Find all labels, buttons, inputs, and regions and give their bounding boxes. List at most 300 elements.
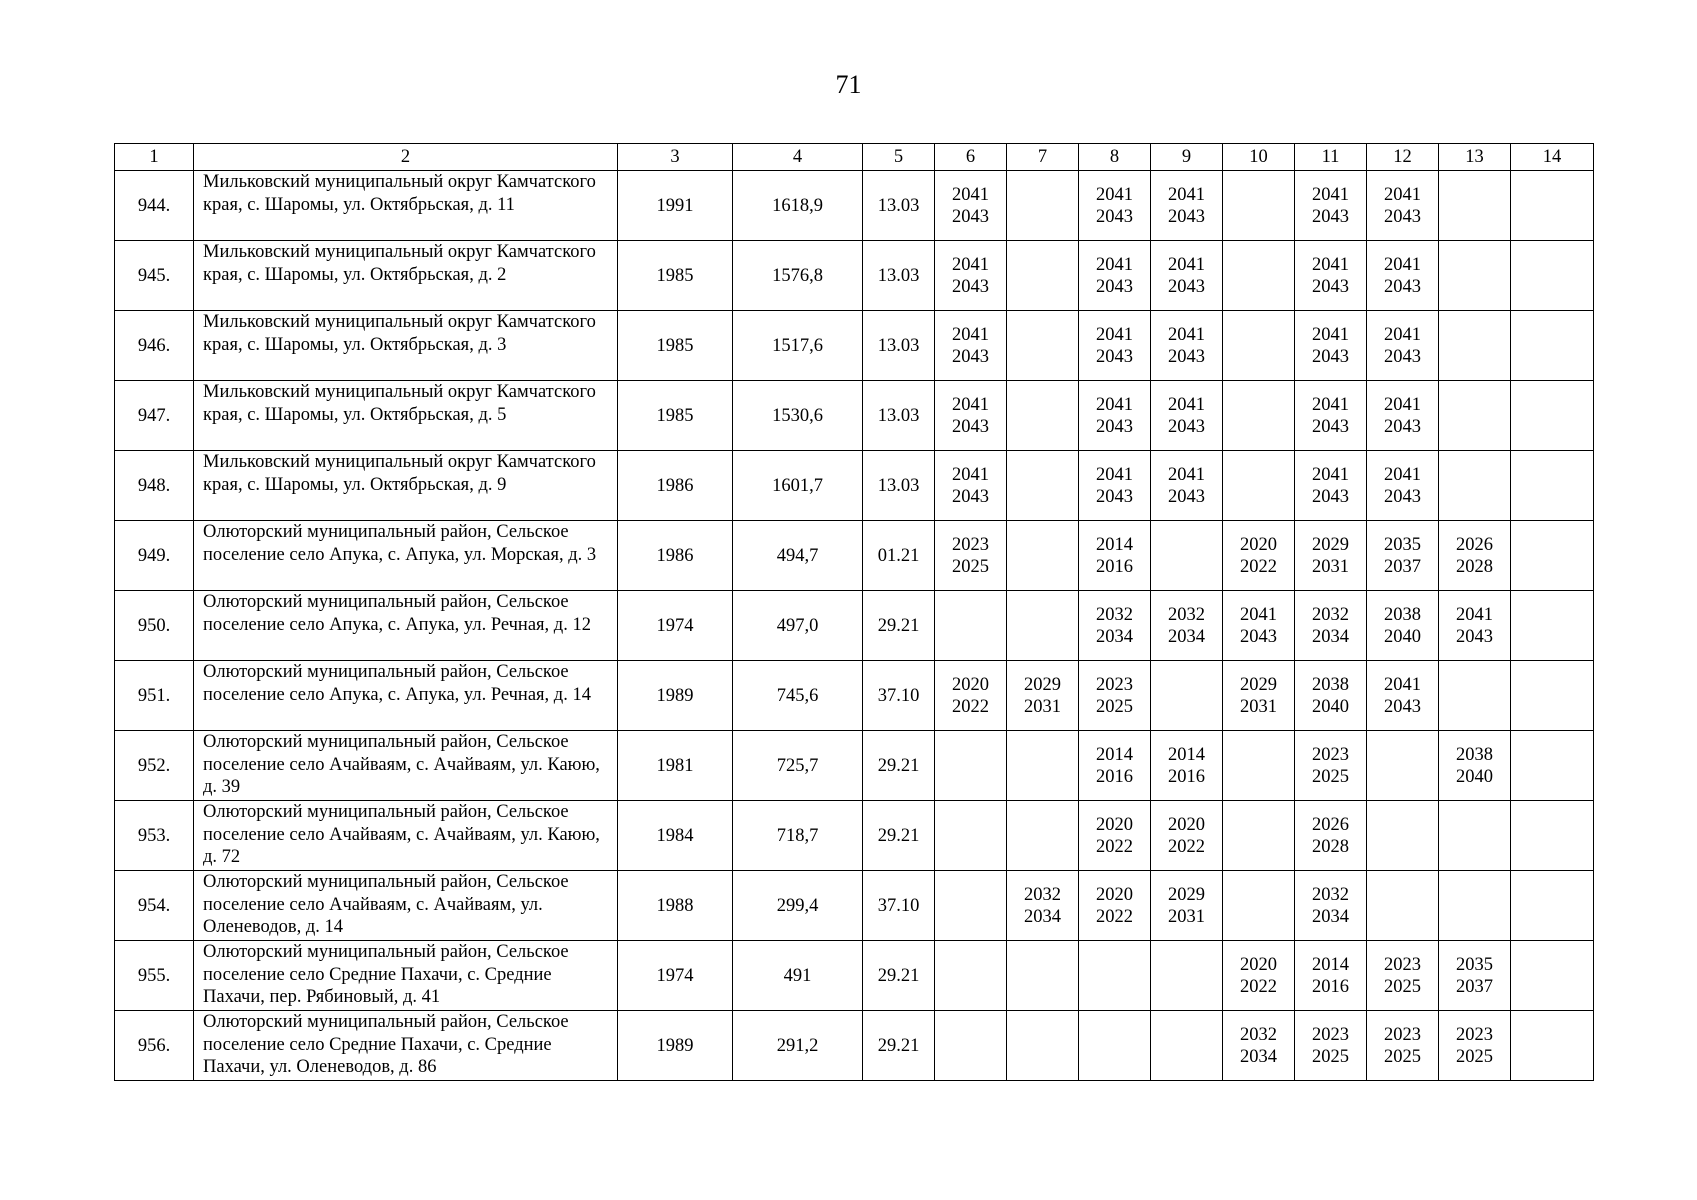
- period-year: 2022: [1168, 836, 1205, 857]
- period-year: 2043: [1312, 276, 1349, 297]
- column-header-2: 2: [194, 144, 618, 171]
- period-year: 2041: [1096, 324, 1133, 345]
- page-number: 71: [835, 70, 862, 99]
- area-cell: 725,7: [733, 731, 863, 801]
- code-cell: 29.21: [863, 801, 935, 871]
- address-cell: Олюторский муниципальный район, Сельское поселение село Апука, с. Апука, ул. Морская, д. 3: [194, 521, 618, 591]
- build-year-cell: 1981: [618, 731, 733, 801]
- row-number-cell: 950.: [115, 591, 194, 661]
- period-cell-col-6: [935, 241, 1007, 311]
- period-cell-col-7: [1007, 451, 1079, 521]
- row-number-cell: 954.: [115, 871, 194, 941]
- period-year: 2041: [952, 184, 989, 205]
- period-year: 2040: [1456, 766, 1493, 787]
- period-year: 2031: [1312, 556, 1349, 577]
- code-cell: 29.21: [863, 731, 935, 801]
- period-cell-col-8: [1079, 451, 1151, 521]
- period-year: 2043: [1096, 206, 1133, 227]
- row-number-cell: 948.: [115, 451, 194, 521]
- build-year-cell: 1989: [618, 1011, 733, 1081]
- period-cell-col-11: [1295, 871, 1367, 941]
- period-cell-col-9: [1151, 661, 1223, 731]
- period-cell-col-14: [1511, 1011, 1594, 1081]
- period-cell-col-10: [1223, 871, 1295, 941]
- period-cell-col-9: [1151, 311, 1223, 381]
- build-year-cell: 1991: [618, 171, 733, 241]
- area-cell: 1517,6: [733, 311, 863, 381]
- period-year: 2043: [952, 206, 989, 227]
- area-cell: 1601,7: [733, 451, 863, 521]
- address-cell: Олюторский муниципальный район, Сельское поселение село Средние Пахачи, с. Средние Пахачи, пер. Рябиновый, д. 41: [194, 941, 618, 1011]
- period-cell-col-13: [1439, 591, 1511, 661]
- period-year: 2043: [1384, 276, 1421, 297]
- period-year: 2029: [1312, 534, 1349, 555]
- period-year: 2041: [1312, 254, 1349, 275]
- period-year: 2043: [1168, 276, 1205, 297]
- period-year: 2041: [1168, 184, 1205, 205]
- header-row: [115, 144, 1594, 171]
- code-cell: 13.03: [863, 241, 935, 311]
- period-cell-col-9: [1151, 941, 1223, 1011]
- period-year: 2029: [1240, 674, 1277, 695]
- period-year: 2038: [1312, 674, 1349, 695]
- period-cell-col-6: [935, 941, 1007, 1011]
- period-cell-col-10: [1223, 311, 1295, 381]
- period-year: 2032: [1096, 604, 1133, 625]
- build-year-cell: 1984: [618, 801, 733, 871]
- period-cell-col-12: [1367, 661, 1439, 731]
- period-year: 2035: [1456, 954, 1493, 975]
- address-cell: Олюторский муниципальный район, Сельское поселение село Средние Пахачи, с. Средние Пахачи, ул. Оленеводов, д. 86: [194, 1011, 618, 1081]
- period-cell-col-6: [935, 591, 1007, 661]
- period-cell-col-9: [1151, 171, 1223, 241]
- period-year: 2041: [1096, 464, 1133, 485]
- period-year: 2034: [1312, 626, 1349, 647]
- period-cell-col-10: [1223, 451, 1295, 521]
- period-year: 2043: [1096, 276, 1133, 297]
- period-cell-col-12: [1367, 241, 1439, 311]
- period-cell-col-10: [1223, 801, 1295, 871]
- period-year: 2041: [1384, 674, 1421, 695]
- table-row: [115, 801, 1594, 871]
- period-cell-col-7: [1007, 171, 1079, 241]
- period-year: 2040: [1312, 696, 1349, 717]
- period-year: 2041: [1384, 254, 1421, 275]
- period-year: 2043: [1312, 346, 1349, 367]
- period-cell-col-6: [935, 381, 1007, 451]
- code-cell: 29.21: [863, 1011, 935, 1081]
- area-cell: 494,7: [733, 521, 863, 591]
- period-cell-col-9: [1151, 241, 1223, 311]
- area-cell: 1530,6: [733, 381, 863, 451]
- period-cell-col-12: [1367, 381, 1439, 451]
- row-number-cell: 944.: [115, 171, 194, 241]
- period-cell-col-11: [1295, 1011, 1367, 1081]
- period-cell-col-10: [1223, 591, 1295, 661]
- period-year: 2014: [1096, 744, 1133, 765]
- address-cell: Мильковский муниципальный округ Камчатского края, с. Шаромы, ул. Октябрьская, д. 5: [194, 381, 618, 451]
- period-cell-col-13: [1439, 801, 1511, 871]
- column-header-11: 11: [1295, 144, 1367, 171]
- period-year: 2022: [1096, 836, 1133, 857]
- period-year: 2043: [1168, 486, 1205, 507]
- column-header-4: 4: [733, 144, 863, 171]
- period-year: 2043: [1456, 626, 1493, 647]
- row-number-cell: 946.: [115, 311, 194, 381]
- period-cell-col-14: [1511, 661, 1594, 731]
- build-year-cell: 1985: [618, 381, 733, 451]
- period-cell-col-14: [1511, 451, 1594, 521]
- period-cell-col-6: [935, 451, 1007, 521]
- period-year: 2041: [1312, 324, 1349, 345]
- period-cell-col-7: [1007, 1011, 1079, 1081]
- period-cell-col-10: [1223, 1011, 1295, 1081]
- code-cell: 13.03: [863, 381, 935, 451]
- period-year: 2014: [1312, 954, 1349, 975]
- period-cell-col-9: [1151, 591, 1223, 661]
- period-cell-col-8: [1079, 731, 1151, 801]
- period-year: 2034: [1024, 906, 1061, 927]
- period-year: 2041: [1240, 604, 1277, 625]
- period-year: 2041: [1384, 464, 1421, 485]
- column-header-13: 13: [1439, 144, 1511, 171]
- period-year: 2041: [1096, 394, 1133, 415]
- period-year: 2043: [1384, 206, 1421, 227]
- period-cell-col-12: [1367, 871, 1439, 941]
- period-year: 2043: [1168, 346, 1205, 367]
- period-cell-col-12: [1367, 941, 1439, 1011]
- period-cell-col-8: [1079, 801, 1151, 871]
- period-cell-col-14: [1511, 941, 1594, 1011]
- period-cell-col-7: [1007, 731, 1079, 801]
- period-cell-col-10: [1223, 171, 1295, 241]
- period-year: 2043: [1384, 416, 1421, 437]
- period-year: 2025: [1384, 1046, 1421, 1067]
- period-year: 2020: [1096, 814, 1133, 835]
- address-cell: Олюторский муниципальный район, Сельское поселение село Ачайваям, с. Ачайваям, ул. Каюю, д. 39: [194, 731, 618, 801]
- period-year: 2031: [1024, 696, 1061, 717]
- period-year: 2025: [1312, 1046, 1349, 1067]
- period-cell-col-14: [1511, 731, 1594, 801]
- period-year: 2025: [1384, 976, 1421, 997]
- build-year-cell: 1985: [618, 241, 733, 311]
- period-cell-col-8: [1079, 1011, 1151, 1081]
- area-cell: 497,0: [733, 591, 863, 661]
- period-cell-col-10: [1223, 241, 1295, 311]
- code-cell: 13.03: [863, 171, 935, 241]
- period-cell-col-7: [1007, 381, 1079, 451]
- period-cell-col-7: [1007, 941, 1079, 1011]
- period-cell-col-13: [1439, 381, 1511, 451]
- column-header-3: 3: [618, 144, 733, 171]
- period-cell-col-8: [1079, 591, 1151, 661]
- period-year: 2043: [1312, 416, 1349, 437]
- table-row: [115, 381, 1594, 451]
- register-table: [114, 143, 1594, 1081]
- period-cell-col-11: [1295, 941, 1367, 1011]
- period-year: 2023: [1312, 744, 1349, 765]
- period-year: 2016: [1096, 766, 1133, 787]
- table-body: [115, 171, 1594, 1081]
- code-cell: 29.21: [863, 591, 935, 661]
- address-cell: Мильковский муниципальный округ Камчатского края, с. Шаромы, ул. Октябрьская, д. 11: [194, 171, 618, 241]
- period-year: 2043: [952, 276, 989, 297]
- period-year: 2043: [952, 416, 989, 437]
- period-cell-col-9: [1151, 521, 1223, 591]
- period-year: 2031: [1240, 696, 1277, 717]
- period-year: 2043: [1096, 346, 1133, 367]
- period-year: 2020: [952, 674, 989, 695]
- code-cell: 13.03: [863, 311, 935, 381]
- row-number-cell: 951.: [115, 661, 194, 731]
- period-cell-col-6: [935, 521, 1007, 591]
- column-header-10: 10: [1223, 144, 1295, 171]
- period-cell-col-13: [1439, 1011, 1511, 1081]
- period-year: 2016: [1096, 556, 1133, 577]
- table-row: [115, 591, 1594, 661]
- period-year: 2041: [952, 254, 989, 275]
- period-cell-col-11: [1295, 381, 1367, 451]
- table-row: [115, 171, 1594, 241]
- period-year: 2041: [1384, 394, 1421, 415]
- build-year-cell: 1988: [618, 871, 733, 941]
- period-year: 2023: [1456, 1024, 1493, 1045]
- table-row: [115, 311, 1594, 381]
- address-cell: Олюторский муниципальный район, Сельское поселение село Апука, с. Апука, ул. Речная, д. 12: [194, 591, 618, 661]
- area-cell: 1576,8: [733, 241, 863, 311]
- period-year: 2041: [1384, 324, 1421, 345]
- period-cell-col-7: [1007, 311, 1079, 381]
- period-year: 2022: [1240, 556, 1277, 577]
- address-cell: Мильковский муниципальный округ Камчатского края, с. Шаромы, ул. Октябрьская, д. 9: [194, 451, 618, 521]
- row-number-cell: 953.: [115, 801, 194, 871]
- period-year: 2014: [1096, 534, 1133, 555]
- period-cell-col-8: [1079, 171, 1151, 241]
- period-year: 2037: [1384, 556, 1421, 577]
- period-cell-col-9: [1151, 801, 1223, 871]
- period-cell-col-11: [1295, 801, 1367, 871]
- period-cell-col-6: [935, 171, 1007, 241]
- row-number-cell: 955.: [115, 941, 194, 1011]
- period-cell-col-6: [935, 1011, 1007, 1081]
- period-year: 2041: [952, 464, 989, 485]
- build-year-cell: 1985: [618, 311, 733, 381]
- period-year: 2043: [1312, 486, 1349, 507]
- period-year: 2041: [1456, 604, 1493, 625]
- period-year: 2020: [1168, 814, 1205, 835]
- period-year: 2032: [1312, 884, 1349, 905]
- period-cell-col-11: [1295, 591, 1367, 661]
- build-year-cell: 1989: [618, 661, 733, 731]
- period-cell-col-12: [1367, 171, 1439, 241]
- period-cell-col-12: [1367, 591, 1439, 661]
- period-cell-col-14: [1511, 521, 1594, 591]
- period-year: 2025: [952, 556, 989, 577]
- period-year: 2038: [1384, 604, 1421, 625]
- period-cell-col-9: [1151, 451, 1223, 521]
- period-cell-col-13: [1439, 311, 1511, 381]
- table-row: [115, 731, 1594, 801]
- area-cell: 291,2: [733, 1011, 863, 1081]
- period-year: 2040: [1384, 626, 1421, 647]
- table-row: [115, 451, 1594, 521]
- period-cell-col-8: [1079, 381, 1151, 451]
- period-cell-col-8: [1079, 941, 1151, 1011]
- period-cell-col-11: [1295, 731, 1367, 801]
- period-year: 2041: [1168, 464, 1205, 485]
- period-year: 2032: [1168, 604, 1205, 625]
- period-year: 2041: [1168, 254, 1205, 275]
- period-cell-col-13: [1439, 241, 1511, 311]
- period-year: 2025: [1096, 696, 1133, 717]
- period-year: 2022: [1240, 976, 1277, 997]
- period-cell-col-11: [1295, 241, 1367, 311]
- column-header-1: 1: [115, 144, 194, 171]
- row-number-cell: 945.: [115, 241, 194, 311]
- period-year: 2043: [1168, 206, 1205, 227]
- period-year: 2043: [1312, 206, 1349, 227]
- period-cell-col-11: [1295, 311, 1367, 381]
- period-year: 2034: [1096, 626, 1133, 647]
- code-cell: 01.21: [863, 521, 935, 591]
- area-cell: 1618,9: [733, 171, 863, 241]
- period-year: 2034: [1312, 906, 1349, 927]
- period-year: 2016: [1312, 976, 1349, 997]
- period-year: 2041: [952, 324, 989, 345]
- period-year: 2028: [1312, 836, 1349, 857]
- period-cell-col-8: [1079, 661, 1151, 731]
- period-cell-col-12: [1367, 1011, 1439, 1081]
- period-year: 2020: [1240, 534, 1277, 555]
- period-year: 2032: [1312, 604, 1349, 625]
- code-cell: 29.21: [863, 941, 935, 1011]
- period-year: 2022: [1096, 906, 1133, 927]
- period-cell-col-14: [1511, 591, 1594, 661]
- period-cell-col-7: [1007, 871, 1079, 941]
- column-header-9: 9: [1151, 144, 1223, 171]
- period-cell-col-14: [1511, 311, 1594, 381]
- period-year: 2035: [1384, 534, 1421, 555]
- build-year-cell: 1974: [618, 591, 733, 661]
- area-cell: 299,4: [733, 871, 863, 941]
- row-number-cell: 952.: [115, 731, 194, 801]
- period-cell-col-8: [1079, 521, 1151, 591]
- period-year: 2043: [1096, 486, 1133, 507]
- period-year: 2025: [1312, 766, 1349, 787]
- period-year: 2041: [1312, 184, 1349, 205]
- table-row: [115, 871, 1594, 941]
- table-row: [115, 1011, 1594, 1081]
- period-cell-col-13: [1439, 871, 1511, 941]
- period-cell-col-6: [935, 731, 1007, 801]
- period-year: 2020: [1096, 884, 1133, 905]
- period-cell-col-12: [1367, 311, 1439, 381]
- period-cell-col-11: [1295, 451, 1367, 521]
- period-cell-col-12: [1367, 731, 1439, 801]
- area-cell: 718,7: [733, 801, 863, 871]
- period-cell-col-10: [1223, 381, 1295, 451]
- period-year: 2026: [1456, 534, 1493, 555]
- period-cell-col-11: [1295, 661, 1367, 731]
- address-cell: Мильковский муниципальный округ Камчатского края, с. Шаромы, ул. Октябрьская, д. 3: [194, 311, 618, 381]
- period-cell-col-14: [1511, 171, 1594, 241]
- period-year: 2029: [1168, 884, 1205, 905]
- period-year: 2023: [1312, 1024, 1349, 1045]
- period-year: 2041: [1168, 394, 1205, 415]
- period-cell-col-9: [1151, 381, 1223, 451]
- period-year: 2023: [1096, 674, 1133, 695]
- period-cell-col-14: [1511, 801, 1594, 871]
- address-cell: Олюторский муниципальный район, Сельское поселение село Апука, с. Апука, ул. Речная, д. 14: [194, 661, 618, 731]
- period-year: 2023: [1384, 1024, 1421, 1045]
- period-year: 2023: [952, 534, 989, 555]
- period-year: 2029: [1024, 674, 1061, 695]
- period-year: 2025: [1456, 1046, 1493, 1067]
- period-year: 2032: [1024, 884, 1061, 905]
- period-cell-col-8: [1079, 311, 1151, 381]
- table-row: [115, 941, 1594, 1011]
- period-cell-col-9: [1151, 1011, 1223, 1081]
- column-header-7: 7: [1007, 144, 1079, 171]
- period-year: 2043: [1168, 416, 1205, 437]
- build-year-cell: 1986: [618, 451, 733, 521]
- address-cell: Олюторский муниципальный район, Сельское поселение село Ачайваям, с. Ачайваям, ул. Каюю, д. 72: [194, 801, 618, 871]
- period-cell-col-8: [1079, 871, 1151, 941]
- period-year: 2037: [1456, 976, 1493, 997]
- code-cell: 37.10: [863, 871, 935, 941]
- period-cell-col-7: [1007, 801, 1079, 871]
- table-row: [115, 521, 1594, 591]
- period-cell-col-13: [1439, 521, 1511, 591]
- period-year: 2043: [1384, 486, 1421, 507]
- period-cell-col-8: [1079, 241, 1151, 311]
- period-year: 2043: [1384, 346, 1421, 367]
- period-year: 2014: [1168, 744, 1205, 765]
- build-year-cell: 1974: [618, 941, 733, 1011]
- period-cell-col-14: [1511, 381, 1594, 451]
- period-cell-col-12: [1367, 521, 1439, 591]
- row-number-cell: 956.: [115, 1011, 194, 1081]
- period-cell-col-6: [935, 871, 1007, 941]
- period-cell-col-6: [935, 311, 1007, 381]
- row-number-cell: 949.: [115, 521, 194, 591]
- table-row: [115, 661, 1594, 731]
- column-header-8: 8: [1079, 144, 1151, 171]
- period-cell-col-6: [935, 801, 1007, 871]
- period-cell-col-7: [1007, 591, 1079, 661]
- area-cell: 745,6: [733, 661, 863, 731]
- period-cell-col-13: [1439, 451, 1511, 521]
- period-year: 2034: [1240, 1046, 1277, 1067]
- column-header-14: 14: [1511, 144, 1594, 171]
- period-year: 2043: [952, 486, 989, 507]
- period-year: 2032: [1240, 1024, 1277, 1045]
- period-cell-col-13: [1439, 171, 1511, 241]
- column-header-12: 12: [1367, 144, 1439, 171]
- period-cell-col-12: [1367, 801, 1439, 871]
- period-year: 2041: [1168, 324, 1205, 345]
- column-header-5: 5: [863, 144, 935, 171]
- period-year: 2022: [952, 696, 989, 717]
- period-year: 2041: [1312, 394, 1349, 415]
- period-year: 2043: [1096, 416, 1133, 437]
- period-cell-col-14: [1511, 871, 1594, 941]
- period-cell-col-10: [1223, 521, 1295, 591]
- area-cell: 491: [733, 941, 863, 1011]
- code-cell: 37.10: [863, 661, 935, 731]
- row-number-cell: 947.: [115, 381, 194, 451]
- period-cell-col-10: [1223, 661, 1295, 731]
